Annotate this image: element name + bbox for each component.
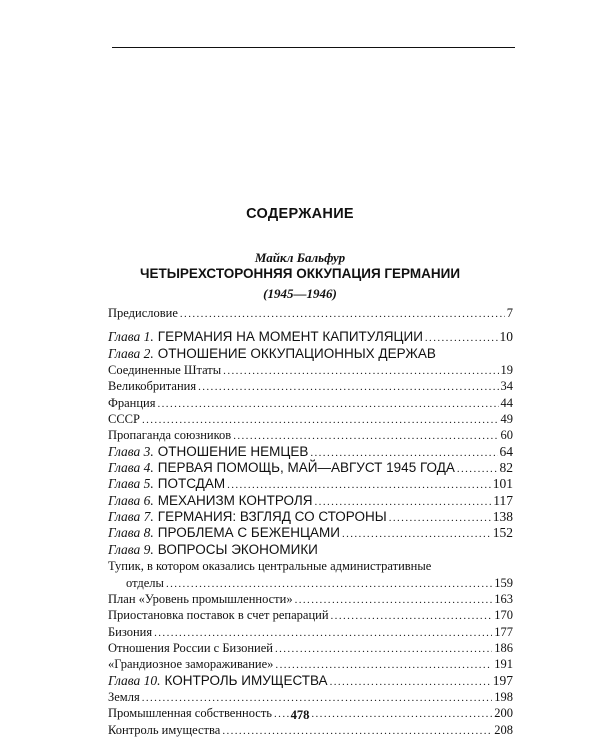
toc-entry-text: План «Уровень промышленности» — [108, 591, 293, 606]
toc-entry-text: отделы — [126, 575, 164, 590]
dot-leader — [158, 396, 499, 412]
toc-page-number: 177 — [494, 624, 513, 639]
dot-leader — [331, 608, 493, 624]
toc-entry-text: Контроль имущества — [108, 722, 221, 737]
dot-leader — [227, 477, 491, 493]
dot-leader — [180, 306, 505, 322]
chapter-label: Глава 3. — [108, 443, 154, 459]
toc-entry-preface — [108, 305, 513, 321]
toc-entry-text: Бизония — [108, 624, 153, 639]
toc-entry-ussr — [108, 411, 513, 427]
chapter-label: Глава 7. — [108, 509, 154, 525]
chapter-title: ГЕРМАНИЯ НА МОМЕНТ КАПИТУЛЯЦИИ — [157, 329, 423, 345]
toc-entry-text: Приостановка поставок в счет репараций — [108, 608, 329, 623]
dot-leader — [222, 723, 492, 739]
toc-chapter-2 — [108, 346, 513, 362]
toc-chapter-1 — [108, 329, 513, 345]
book-years: (1945—1946) — [263, 286, 337, 301]
toc-entry-text: Промышленная собственность — [108, 706, 273, 721]
chapter-title: КОНТРОЛЬ ИМУЩЕСТВА — [164, 672, 328, 688]
chapter-title: ГЕРМАНИЯ: ВЗГЛЯД СО СТОРОНЫ — [157, 509, 387, 525]
chapter-title: ПЕРВАЯ ПОМОЩЬ, МАЙ—АВГУСТ 1945 ГОДА — [157, 460, 455, 476]
toc-entry-text: «Грандиозное замораживание» — [108, 657, 274, 672]
toc-entry-text: Отношения России с Бизонией — [108, 640, 273, 655]
dot-leader — [342, 526, 491, 542]
toc-page-number: 191 — [494, 657, 513, 672]
toc-entry-text: Пропаганда союзников — [108, 428, 232, 443]
dot-leader — [233, 428, 498, 444]
toc-page-number: 198 — [494, 689, 513, 704]
toc-entry-property-control — [108, 722, 513, 738]
toc-page-number: 170 — [494, 608, 513, 623]
chapter-title: ПОТСДАМ — [157, 476, 226, 492]
dot-leader — [142, 412, 499, 428]
toc-entry-deadlock — [108, 558, 513, 574]
toc-page-number: 138 — [492, 509, 513, 525]
toc-chapter-10 — [108, 673, 513, 689]
toc-entry-propaganda — [108, 427, 513, 443]
toc-page-number: 163 — [494, 591, 513, 606]
dot-leader — [142, 690, 493, 706]
chapter-title: ВОПРОСЫ ЭКОНОМИКИ — [157, 541, 318, 557]
toc-chapter-5 — [108, 476, 513, 492]
chapter-label: Глава 8. — [108, 525, 154, 541]
chapter-label: Глава 1. — [108, 329, 154, 345]
toc-page-number: 7 — [506, 306, 513, 320]
dot-leader — [275, 657, 492, 673]
toc-entry-reparations — [108, 607, 513, 623]
dot-leader — [425, 330, 498, 346]
toc-page-number: 60 — [500, 428, 513, 443]
toc-page-number: 152 — [492, 525, 513, 541]
toc-chapter-6 — [108, 493, 513, 509]
chapter-title: МЕХАНИЗМ КОНТРОЛЯ — [157, 492, 313, 508]
toc-entry-plan — [108, 591, 513, 607]
toc-entry-bizone — [108, 624, 513, 640]
chapter-label: Глава 4. — [108, 460, 154, 476]
toc-page-number: 200 — [494, 706, 513, 721]
toc-chapter-3 — [108, 444, 513, 460]
toc-page-number: 197 — [492, 672, 513, 688]
dot-leader — [223, 363, 498, 379]
book-title: ЧЕТЫРЕХСТОРОННЯЯ ОККУПАЦИЯ ГЕРМАНИИ — [139, 266, 461, 281]
dot-leader — [457, 461, 498, 477]
toc-page-number: 117 — [493, 492, 513, 508]
dot-leader — [166, 576, 492, 592]
toc-page-number: 10 — [499, 329, 513, 345]
chapter-label: Глава 10. — [108, 672, 161, 688]
toc-chapter-7 — [108, 509, 513, 525]
dot-leader — [330, 674, 491, 690]
toc-entry-text: Великобритания — [108, 379, 197, 394]
chapter-label: Глава 6. — [108, 492, 154, 508]
toc-page-number: 19 — [500, 363, 513, 378]
dot-leader — [198, 379, 498, 395]
toc-entry-us — [108, 362, 513, 378]
toc-entry-text: Соединенные Штаты — [108, 363, 222, 378]
toc-entry-uk — [108, 378, 513, 394]
dot-leader — [275, 641, 492, 657]
dot-leader — [154, 625, 492, 641]
chapter-label: Глава 2. — [108, 345, 154, 361]
toc-chapter-8 — [108, 525, 513, 541]
toc-page-number: 208 — [494, 722, 513, 737]
toc-page-number: 82 — [499, 460, 513, 476]
dot-leader — [295, 592, 493, 608]
toc-chapter-9 — [108, 542, 513, 558]
toc-page-number: 101 — [492, 476, 513, 492]
dot-leader — [310, 445, 497, 461]
toc-page-number: 49 — [500, 412, 513, 427]
dot-leader — [389, 510, 491, 526]
chapter-title: ОТНОШЕНИЕ ОККУПАЦИОННЫХ ДЕРЖАВ — [157, 345, 436, 361]
toc-entry-text: Земля — [108, 689, 140, 704]
table-of-contents — [108, 305, 513, 738]
contents-heading: СОДЕРЖАНИЕ — [246, 206, 354, 222]
toc-entry-deadlock-cont — [108, 575, 513, 591]
chapter-label: Глава 5. — [108, 476, 154, 492]
toc-entry-text: Предисловие — [108, 306, 178, 320]
author-name: Майкл Бальфур — [254, 250, 346, 265]
toc-page-number: 159 — [494, 575, 513, 590]
chapter-label: Глава 9. — [108, 541, 154, 557]
toc-chapter-4 — [108, 460, 513, 476]
toc-entry-freeze — [108, 656, 513, 672]
toc-entry-text: Тупик, в котором оказались центральные административные — [108, 559, 432, 574]
page-number: 478 — [290, 708, 310, 722]
toc-entry-relations — [108, 640, 513, 656]
chapter-title: ПРОБЛЕМА С БЕЖЕНЦАМИ — [157, 525, 340, 541]
toc-entry-france — [108, 395, 513, 411]
toc-page-number: 64 — [499, 443, 513, 459]
toc-page-number: 186 — [494, 640, 513, 655]
toc-page-number: 34 — [500, 379, 513, 394]
toc-entry-text: СССР — [108, 412, 140, 427]
dot-leader — [315, 494, 492, 510]
chapter-title: ОТНОШЕНИЕ НЕМЦЕВ — [157, 443, 309, 459]
toc-page-number: 44 — [500, 395, 513, 410]
toc-entry-land — [108, 689, 513, 705]
toc-entry-text: Франция — [108, 395, 156, 410]
top-rule — [112, 47, 515, 48]
